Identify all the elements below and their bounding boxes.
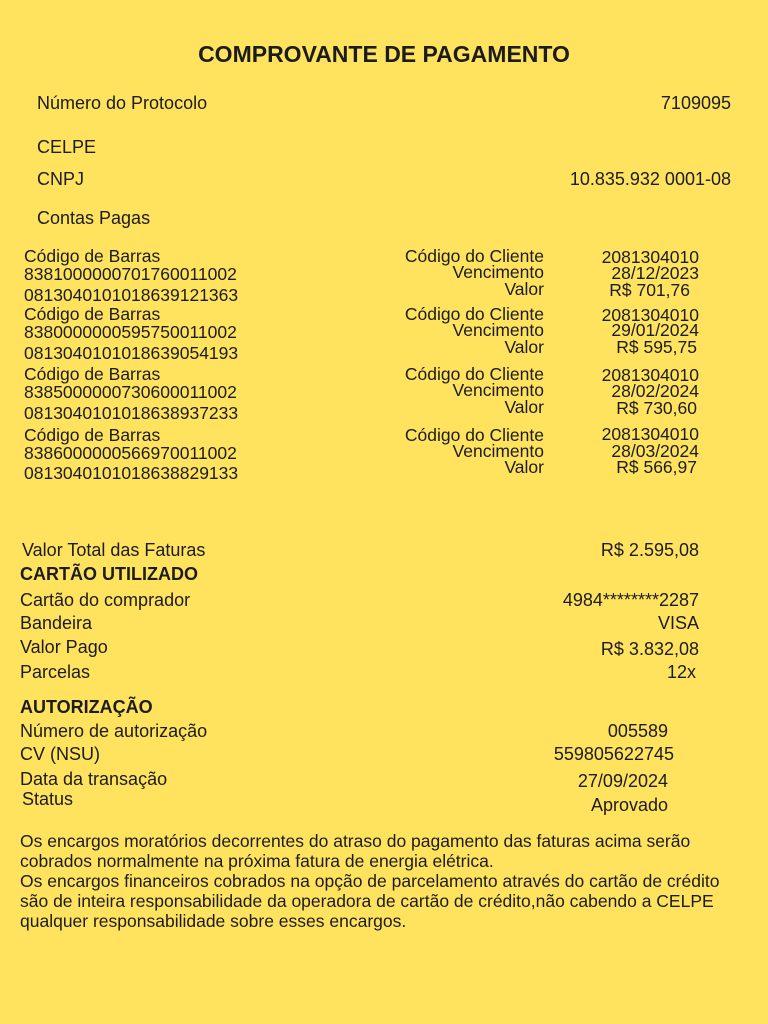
- total-value: R$ 2.595,08: [600, 540, 699, 560]
- due-date-label: Vencimento: [452, 441, 544, 461]
- bill-value: R$ 566,97: [616, 457, 697, 477]
- barcode-line2: 0813040101018638937233: [24, 403, 239, 423]
- auth-number-label: Número de autorização: [20, 721, 208, 741]
- due-date-label: Vencimento: [452, 262, 544, 282]
- cv-label: CV (NSU): [20, 744, 100, 764]
- transaction-date-label: Data da transação: [20, 769, 168, 789]
- barcode-label: Código de Barras: [24, 425, 161, 445]
- cnpj-label: CNPJ: [37, 169, 85, 189]
- status-label: Status: [22, 789, 74, 809]
- barcode-line1: 8385000000730600011002: [24, 382, 237, 402]
- paid-value: R$ 3.832,08: [600, 639, 699, 659]
- barcode-line1: 8380000000595750011002: [24, 322, 237, 342]
- barcode-label: Código de Barras: [24, 364, 161, 384]
- barcode-label: Código de Barras: [24, 304, 161, 324]
- due-date-value: 28/02/2024: [611, 381, 699, 401]
- barcode-line2: 0813040101018639054193: [24, 343, 239, 363]
- value-label: Valor: [504, 457, 544, 477]
- disclaimer: [20, 831, 740, 931]
- buyer-card-label: Cartão do comprador: [20, 590, 191, 610]
- cnpj-value: 10.835.932 0001-08: [569, 169, 731, 189]
- client-code-label: Código do Cliente: [404, 364, 544, 384]
- barcode-line2: 0813040101018639121363: [24, 285, 239, 305]
- client-code-value: 2081304010: [601, 424, 699, 444]
- transaction-date-value: 27/09/2024: [577, 771, 668, 791]
- barcode-line2: 0813040101018638829133: [24, 463, 239, 483]
- authorization-heading: AUTORIZAÇÃO: [20, 697, 153, 717]
- client-code-value: 2081304010: [601, 365, 699, 385]
- disclaimer-paragraph-1: Os encargos moratórios decorrentes do atraso do pagamento das faturas acima serão cobrados normalmente na próxima fatura de energia elétrica.: [20, 831, 691, 871]
- installments-value: 12x: [666, 662, 696, 682]
- brand-value: VISA: [657, 613, 699, 633]
- value-label: Valor: [504, 397, 544, 417]
- client-code-label: Código do Cliente: [404, 246, 544, 266]
- client-code-value: 2081304010: [601, 247, 699, 267]
- client-code-value: 2081304010: [601, 305, 699, 325]
- protocol-label: Número do Protocolo: [37, 93, 208, 113]
- client-code-label: Código do Cliente: [404, 425, 544, 445]
- client-code-label: Código do Cliente: [404, 304, 544, 324]
- status-value: Aprovado: [590, 795, 668, 815]
- bill-value: R$ 730,60: [616, 398, 697, 418]
- total-label: Valor Total das Faturas: [22, 540, 206, 560]
- value-label: Valor: [504, 337, 544, 357]
- barcode-line1: 8386000000566970011002: [24, 443, 237, 463]
- page-title: COMPROVANTE DE PAGAMENTO: [198, 41, 570, 67]
- brand-label: Bandeira: [20, 613, 93, 633]
- installments-label: Parcelas: [20, 662, 91, 682]
- bill-value: R$ 595,75: [616, 337, 697, 357]
- value-label: Valor: [504, 279, 544, 299]
- auth-number-value: 005589: [607, 721, 668, 741]
- due-date-value: 28/12/2023: [611, 263, 699, 283]
- due-date-value: 28/03/2024: [611, 441, 699, 461]
- bill-value: R$ 701,76: [609, 280, 690, 300]
- buyer-card-value: 4984********2287: [562, 590, 699, 610]
- cv-value: 559805622745: [553, 744, 674, 764]
- protocol-value: 7109095: [660, 93, 731, 113]
- barcode-label: Código de Barras: [24, 246, 161, 266]
- paid-label: Valor Pago: [20, 637, 108, 657]
- card-heading: CARTÃO UTILIZADO: [20, 564, 198, 584]
- due-date-label: Vencimento: [452, 380, 544, 400]
- company-name: CELPE: [37, 137, 97, 157]
- contas-heading: Contas Pagas: [37, 208, 151, 228]
- due-date-value: 29/01/2024: [611, 320, 699, 340]
- barcode-line1: 8381000000701760011002: [24, 264, 237, 284]
- due-date-label: Vencimento: [452, 320, 544, 340]
- disclaimer-paragraph-2: Os encargos financeiros cobrados na opção de parcelamento através do cartão de crédito são de inteira responsabilidade da operadora de cartão de crédito,não cabendo a CELPE qualquer responsabilidade sobre esses encargos.: [20, 871, 720, 931]
